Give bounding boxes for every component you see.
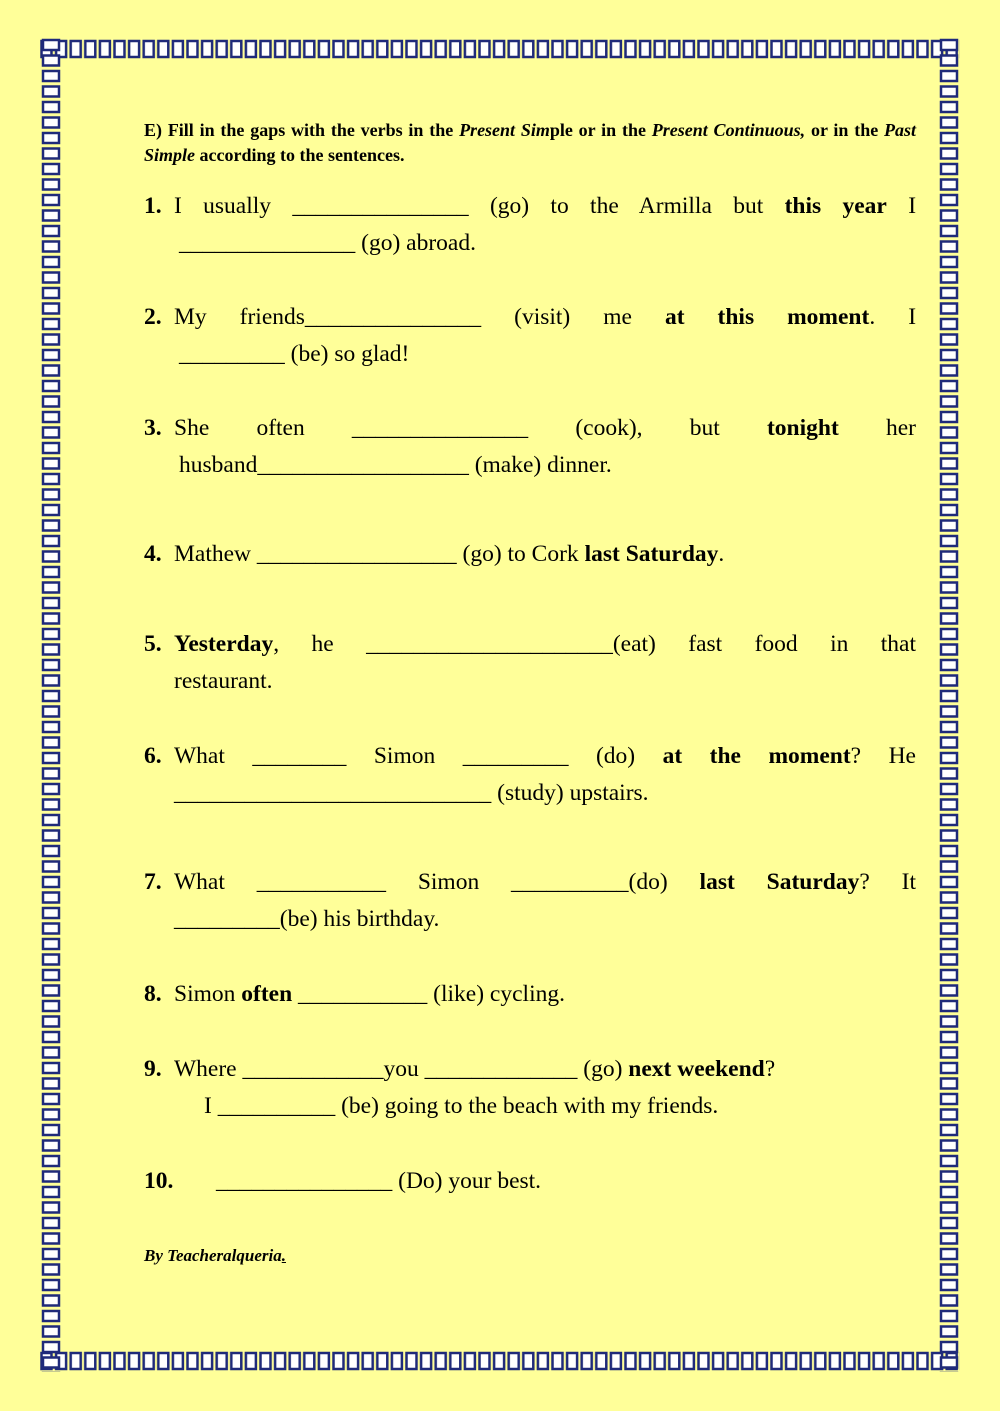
item-line: _________(be) his birthday. <box>174 906 440 932</box>
item-line: I __________ (be) going to the beach with my friends. <box>204 1093 719 1119</box>
exercise-item-4 <box>144 536 916 573</box>
worksheet-content <box>144 118 916 1266</box>
exercise-item-6 <box>144 738 916 812</box>
item-number: 3. <box>144 415 162 441</box>
exercise-item-9 <box>144 1051 916 1125</box>
item-line: My friends_______________ (visit) me at this moment. I <box>174 304 917 330</box>
item-line: Simon often ___________ (like) cycling. <box>174 981 565 1007</box>
exercise-item-3 <box>144 410 916 484</box>
item-number: 7. <box>144 869 162 895</box>
exercise-item-8 <box>144 976 916 1013</box>
item-number: 8. <box>144 981 162 1007</box>
author-credit: By Teacheralqueria. <box>144 1246 286 1265</box>
item-number: 10. <box>144 1168 174 1194</box>
exercise-item-5 <box>144 626 916 700</box>
exercise-item-10 <box>144 1163 916 1200</box>
item-line: Mathew _________________ (go) to Cork last Saturday. <box>174 541 725 567</box>
item-number: 4. <box>144 541 162 567</box>
item-number: 1. <box>144 193 162 219</box>
item-line: restaurant. <box>174 668 273 694</box>
item-line: Yesterday, he _____________________(eat) fast food in that <box>174 631 916 657</box>
item-number: 6. <box>144 743 162 769</box>
exercise-item-1 <box>144 188 916 262</box>
item-line: Where ____________you _____________ (go) next weekend? <box>174 1056 776 1082</box>
instructions: E) Fill in the gaps with the verbs in the Present Simple or in the Present Continuous, or in the Past Simple according to the sentences. <box>144 120 917 165</box>
border-right <box>938 38 960 1372</box>
item-line: What ________ Simon _________ (do) at the moment? He <box>174 743 916 769</box>
item-line: _________ (be) so glad! <box>179 341 410 367</box>
item-line: husband__________________ (make) dinner. <box>179 452 612 478</box>
border-left <box>40 38 62 1372</box>
item-number: 5. <box>144 631 162 657</box>
item-line: ___________________________ (study) upstairs. <box>174 780 649 806</box>
item-line: I usually _______________ (go) to the Armilla but this year I <box>174 193 917 219</box>
item-number: 2. <box>144 304 162 330</box>
item-line: She often _______________ (cook), but tonight her <box>174 415 916 441</box>
exercise-item-7 <box>144 864 916 938</box>
item-line: _______________ (go) abroad. <box>179 230 476 256</box>
item-line: What ___________ Simon __________(do) last Saturday? It <box>174 869 916 895</box>
item-number: 9. <box>144 1056 162 1082</box>
item-line: _______________ (Do) your best. <box>216 1168 542 1194</box>
border-bottom <box>40 1350 960 1372</box>
border-top <box>40 38 960 60</box>
exercise-item-2 <box>144 299 916 373</box>
